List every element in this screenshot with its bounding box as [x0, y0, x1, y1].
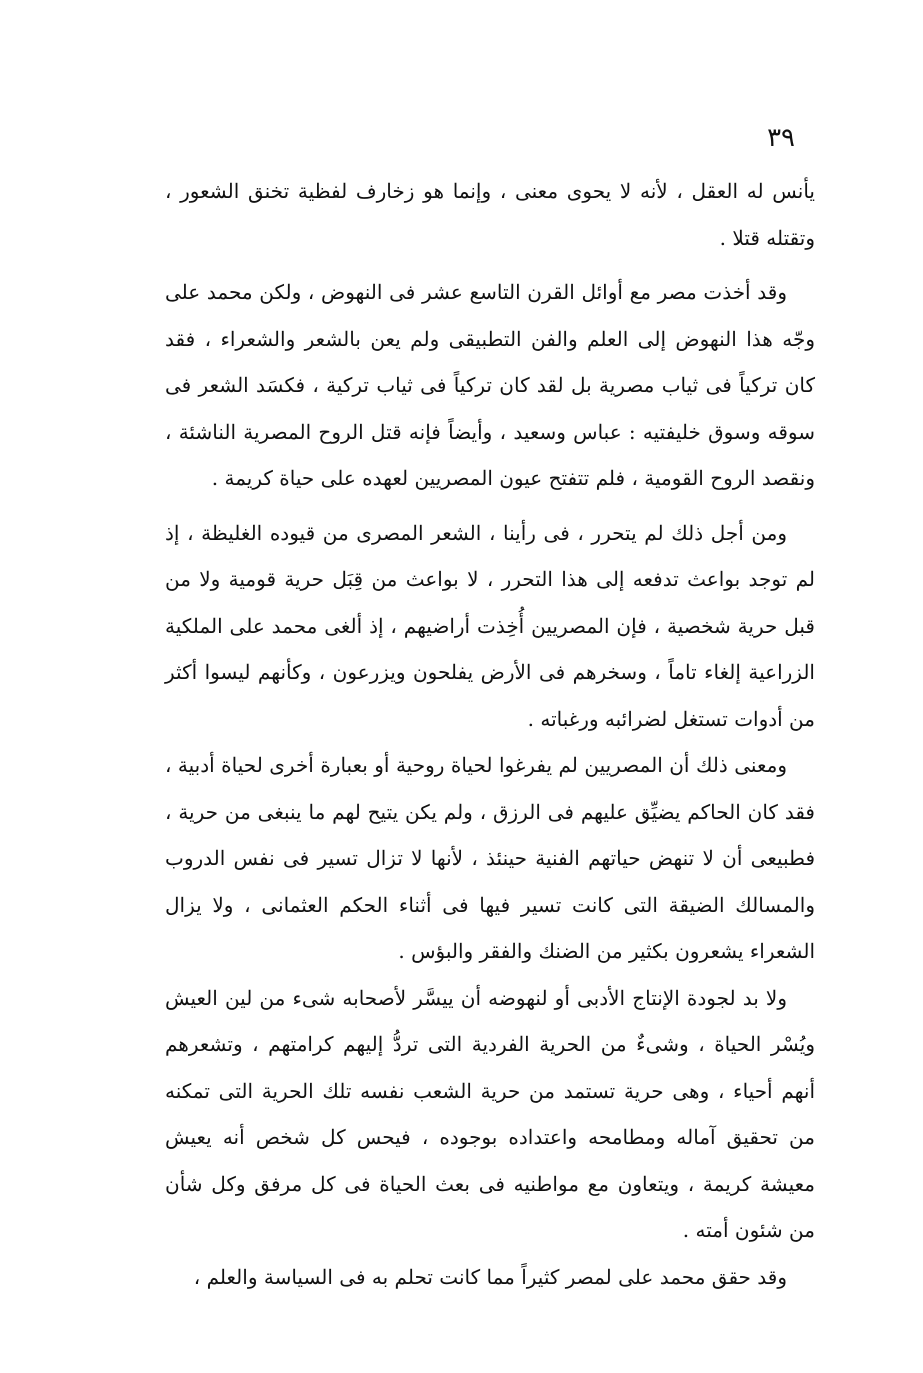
- paragraph: وقد حقق محمد على لمصر كثيراً مما كانت تحلم به فى السياسة والعلم ،: [193, 1264, 787, 1289]
- paragraph: يأنس له العقل ، لأنه لا يحوى معنى ، وإنما هو زخارف لفظية تخنق الشعور ، وتقتله قتلا .: [165, 179, 815, 250]
- paragraph: ومعنى ذلك أن المصريين لم يفرغوا لحياة روحية أو بعبارة أخرى لحياة أدبية ، فقد كان الحاكم يضيِّق عليهم فى الرزق ، ولم يكن يتيح لهم ما ينبغى من حرية ، فطبيعى أن لا تنهض حياتهم الفنية حينئذ ، لأنها لا تزال تسير فى نفس الدروب والمسالك الضيقة التى كانت تسير فيها فى أثناء الحكم العثمانى ، ولا يزال الشعراء يشعرون بكثير من الضنك والفقر والبؤس .: [165, 753, 815, 963]
- page-number: ٣٩: [767, 123, 795, 153]
- body-text: [165, 168, 815, 1300]
- paragraph: ومن أجل ذلك لم يتحرر ، فى رأينا ، الشعر المصرى من قيوده الغليظة ، إذ لم توجد بواعث تدفعه إلى هذا التحرر ، لا بواعث من قِبَل حرية قومية ولا من قبل حرية شخصية ، فإن المصريين أُخِذت أراضيهم ، إذ ألغى محمد على الملكية الزراعية إلغاء تاماً ، وسخرهم فى الأرض يفلحون ويزرعون ، وكأنهم ليسوا أكثر من أدوات تستغل لضرائبه ورغباته .: [165, 520, 815, 731]
- paragraph: ولا بد لجودة الإنتاج الأدبى أو لنهوضه أن ييسَّر لأصحابه شىء من لين العيش ويُسْر الحياة ، وشىءٌ من الحرية الفردية التى تردُّ إليهم كرامتهم ، وتشعرهم أنهم أحياء ، وهى حرية تستمد من حرية الشعب نفسه تلك الحرية التى تمكنه من تحقيق آماله ومطامحه واعتداده بوجوده ، فيحس كل شخص أنه يعيش معيشة كريمة ، ويتعاون مع مواطنيه فى بعث الحياة فى كل مرفق وكل شأن من شئون أمته .: [165, 985, 815, 1242]
- paragraph: وقد أخذت مصر مع أوائل القرن التاسع عشر فى النهوض ، ولكن محمد على وجّه هذا النهوض إلى العلم والفن التطبيقى ولم يعن بالشعر والشعراء ، فقد كان تركياً فى ثياب مصرية بل لقد كان تركياً فى ثياب تركية ، فكسَد الشعر فى سوقه وسوق خليفتيه : عباس وسعيد ، وأيضاً فإنه قتل الروح المصرية الناشئة ، ونقصد الروح القومية ، فلم تتفتح عيون المصريين لعهده على حياة كريمة .: [165, 280, 815, 490]
